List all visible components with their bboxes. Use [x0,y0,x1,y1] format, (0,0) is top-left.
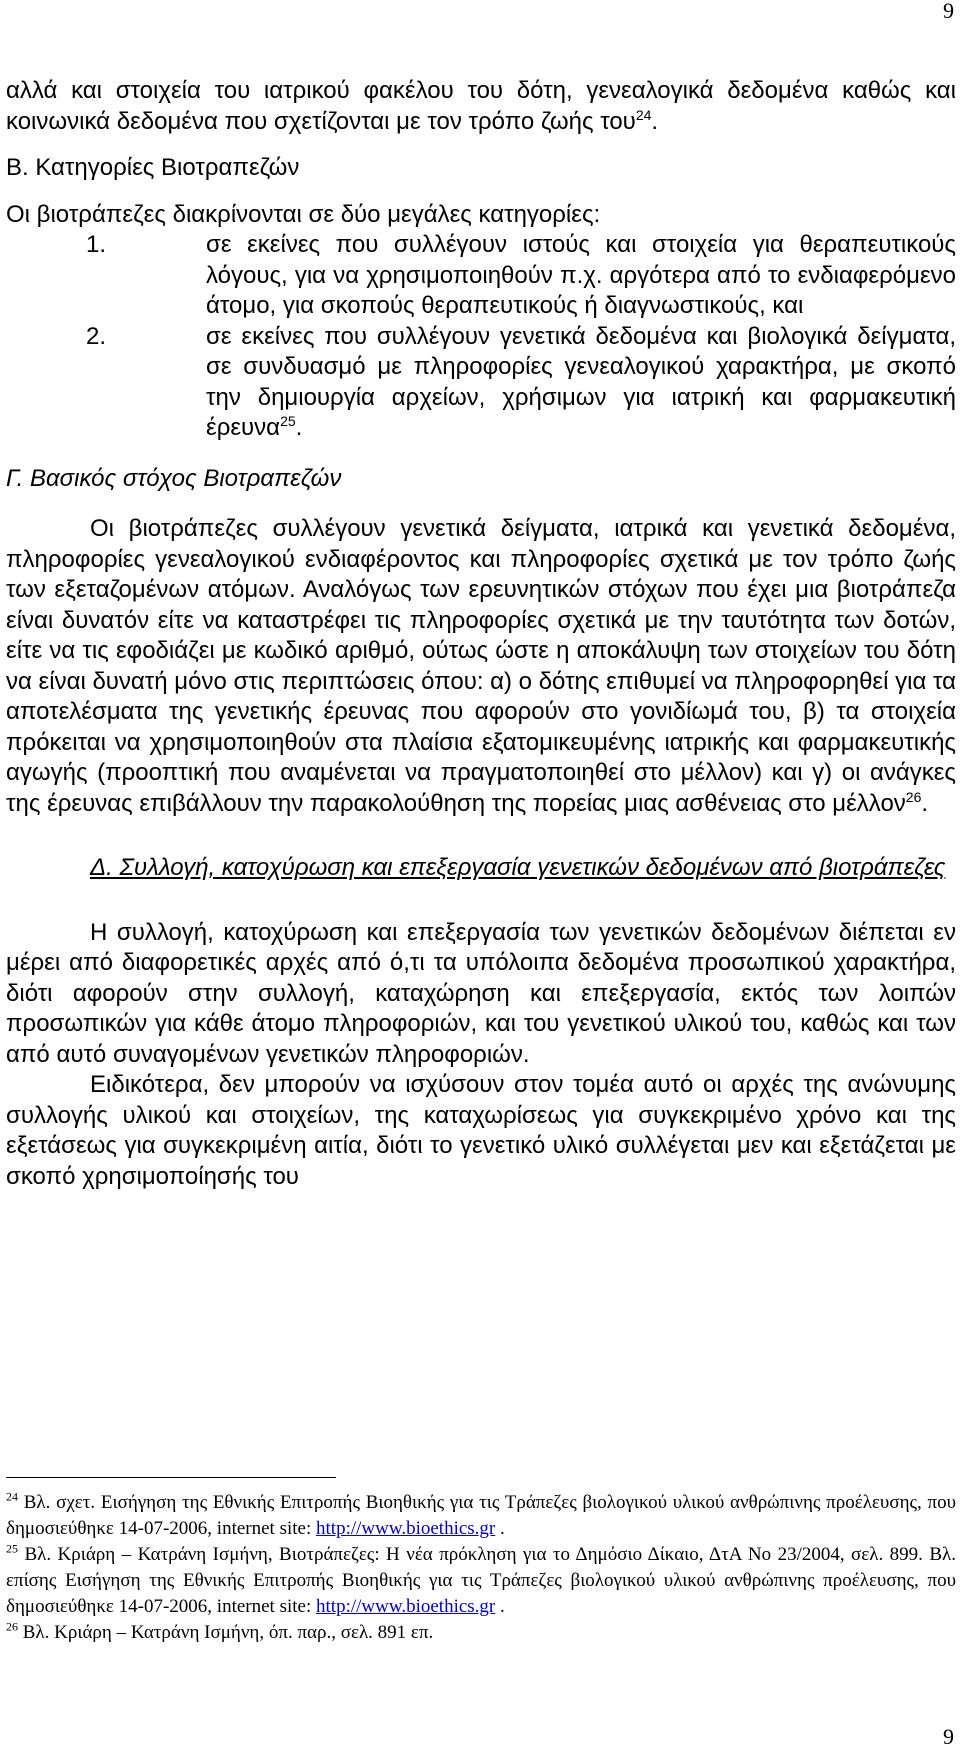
section-d-paragraph-2: Ειδικότερα, δεν μπορούν να ισχύσουν στον τομέα αυτό οι αρχές της ανώνυμης συλλογής υλικού και στοιχείων, της καταχωρίσεως για συγκεκριμένο χρόνο και της εξετάσεως για συγκεκριμένη αιτία, διότι το γενετικό υλικό συλλέγεται μεν και εξετάζεται με σκοπό χρησιμοποίησής του [6,1071,956,1190]
list-item-text: σε εκείνες που συλλέγουν ιστούς και στοιχεία για θεραπευτικούς λόγους, για να χρησιμοποιηθούν π.χ. αργότερα από το ενδιαφερόμενο άτομο, για σκοπούς θεραπευτικούς ή διαγνωστικούς, και [206,231,956,319]
page-number-bottom: 9 [943,1724,954,1749]
category-list [6,230,956,444]
footnote-text: Βλ. σχετ. Εισήγηση της Εθνικής Επιτροπής Βιοηθικής για τις Τράπεζες βιολογικού υλικού ανθρώπινης προέλευσης, που δημοσιεύθηκε 14-07-2006, internet site: [6,1492,957,1539]
footnote-ref-25: 25 [280,413,296,429]
footnotes [6,1490,956,1646]
intro-paragraph [6,76,956,137]
section-b-heading: Β. Κατηγορίες Βιοτραπεζών [6,154,300,181]
footnote-text: Βλ. Κριάρη – Κατράνη Ισμήνη, όπ. παρ., σελ. 891 επ. [22,1622,434,1643]
list-item [6,230,956,322]
footnote-link[interactable]: http://www.bioethics.gr [316,1596,496,1617]
footnote-number: 25 [6,1541,18,1556]
footnote-number: 24 [6,1489,18,1504]
footnote-tail: . [495,1596,505,1617]
list-item-text: σε εκείνες που συλλέγουν γενετικά δεδομένα και βιολογικά δείγματα, σε συνδυασμό με πληροφορίες γενεαλογικού χαρακτήρα, με σκοπό την δημιουργία αρχείων, χρήσιμων για ιατρική και φαρμακευτική έρευνα [206,322,956,441]
section-g-tail: . [921,789,929,817]
list-item-tail: . [295,414,303,441]
section-d-paragraph-1: Η συλλογή, κατοχύρωση και επεξεργασία των γενετικών δεδομένων διέπεται εν μέρει από διαφορετικές αρχές από ό,τι τα υπόλοιπα δεδομένα προσωπικού χαρακτήρα, διότι αφορούν στην συλλογή, καταχώρηση και επεξεργασία, εκτός των λοιπών προσωπικών για κάθε άτομο πληροφοριών, και του γενετικού υλικού του, καθώς και των από αυτό συναγομένων γενετικών πληροφοριών. [6,918,956,1068]
footnote-25 [6,1542,956,1620]
footnote-26 [6,1620,956,1646]
page-number-top: 9 [943,0,954,23]
footnote-number: 26 [6,1619,18,1634]
section-g-text: Οι βιοτράπεζες συλλέγουν γενετικά δείγματα, ιατρικά και γενετικά δεδομένα, πληροφορίες γενεαλογικού ενδιαφέροντος και πληροφορίες σχετικά με τον τρόπο ζωής των εξεταζομένων ατόμων. Αναλόγως των ερευνητικών στόχων που έχει μια βιοτράπεζα είναι δυνατόν είτε να καταστρέφει τις πληροφορίες σχετικά με την ταυτότητα των δοτών, είτε να τις εφοδιάζει με κωδικό αριθμό, ούτως ώστε η αποκάλυψη των στοιχείων του δότη να είναι δυνατή μόνο στις περιπτώσεις όπου: α) ο δότης επιθυμεί να πληροφορηθεί για τα αποτελέσματα της γενετικής έρευνας που αφορούν στο γονιδίωμά του, β) τα στοιχεία πρόκειται να χρησιμοποιηθούν στα πλαίσια εξατομικευμένης ιατρικής και φαρμακευτικής αγωγής (προοπτική που αναμένεται να πραγματοποιηθεί στο μέλλον) και γ) οι ανάγκες της έρευνας επιβάλλουν την παρακολούθηση της πορείας μιας ασθένειας στο μέλλον [6,515,957,817]
section-d-heading: Δ. Συλλογή, κατοχύρωση και επεξεργασία γενετικών δεδομένων από βιοτράπεζες [90,854,946,881]
intro-tail: . [651,107,659,135]
list-item-number: 2. [86,322,107,350]
body-text [6,76,956,1192]
intro-text: αλλά και στοιχεία του ιατρικού φακέλου του δότη, γενεαλογικά δεδομένα καθώς και κοινωνικά δεδομένα που σχετίζονται με τον τρόπο ζωής του [6,77,956,135]
section-g-paragraph [6,514,956,819]
section-g-heading: Γ. Βασικός στόχος Βιοτραπεζών [6,464,342,492]
footnote-separator [6,1477,336,1478]
footnote-ref-26: 26 [905,788,922,805]
footnote-24 [6,1490,956,1542]
footnote-link[interactable]: http://www.bioethics.gr [316,1518,496,1539]
footnote-ref-24: 24 [635,106,652,123]
section-b-intro: Οι βιοτράπεζες διακρίνονται σε δύο μεγάλες κατηγορίες: [6,200,601,228]
footnote-text: Βλ. Κριάρη – Κατράνη Ισμήνη, Βιοτράπεζες: Η νέα πρόκληση για το Δημόσιο Δίκαιο, ΔτΑ Νο 23/2004, σελ. 899. Βλ. επίσης Εισήγηση της Εθνικής Επιτροπής Βιοηθικής για τις Τράπεζες βιολογικού υλικού ανθρώπινης προέλευσης, που δημοσιεύθηκε 14-07-2006, internet site: [6,1544,956,1617]
list-item-number: 1. [86,231,107,258]
list-item [6,322,956,444]
footnote-tail: . [495,1518,505,1539]
